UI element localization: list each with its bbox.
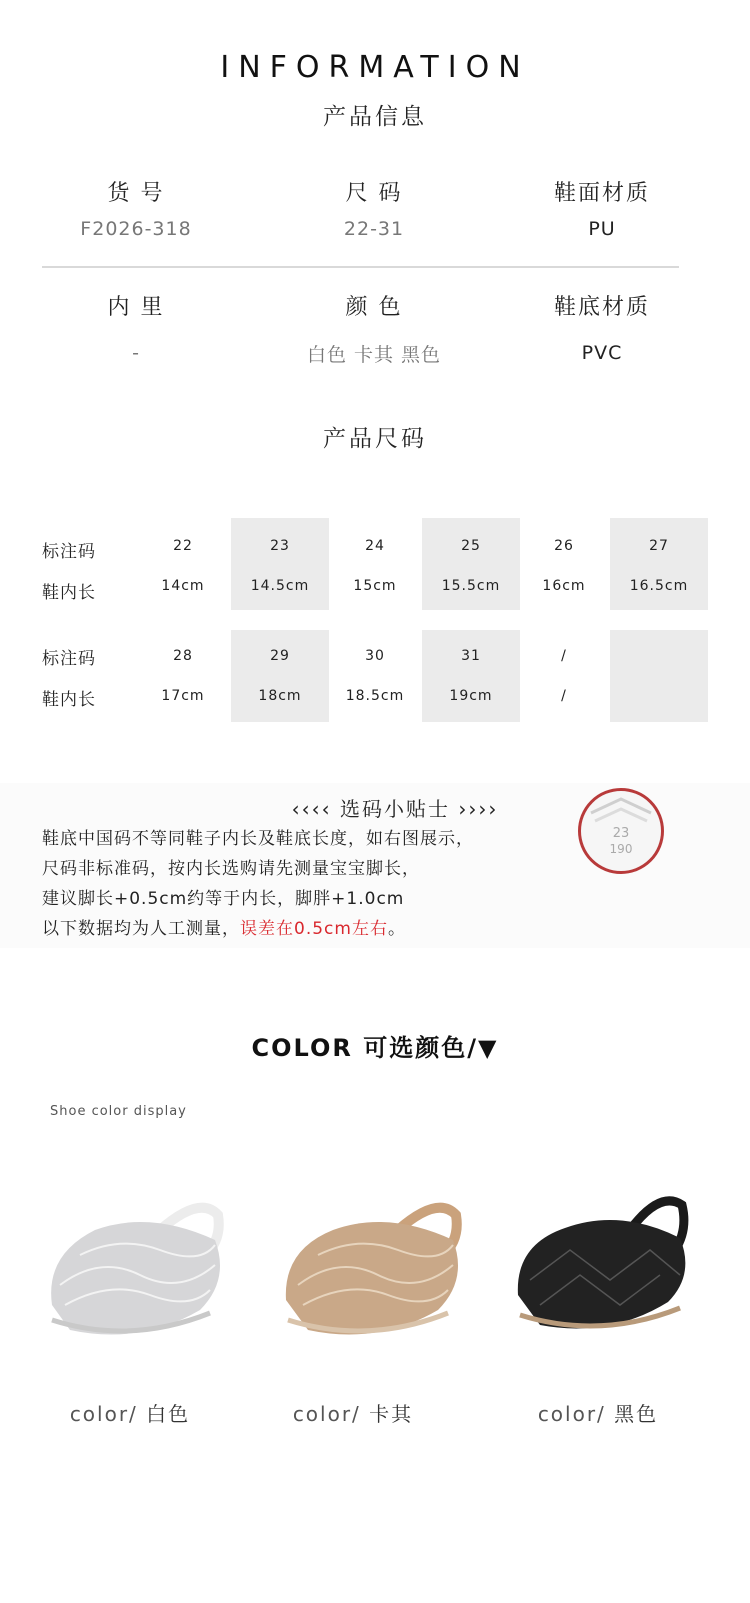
color-caption-white	[20, 1398, 240, 1427]
shoe-khaki-icon	[278, 1195, 468, 1345]
size-code-cell: 30	[365, 648, 385, 664]
color-heading: COLOR 可选颜色/▼	[251, 1034, 499, 1062]
size-row-label-length: 鞋内长	[42, 583, 96, 603]
tips-line-suffix: 。	[387, 919, 406, 939]
info-value-item-no: F2026-318	[80, 218, 192, 240]
size-tips-line: 建议脚长+0.5cm约等于内长，脚胖+1.0cm	[42, 889, 405, 909]
size-length-cell: /	[561, 688, 567, 704]
caption-color-name: 黑色	[614, 1402, 659, 1426]
size-code-cell: 22	[173, 538, 193, 554]
size-length-cell: 19cm	[449, 688, 493, 704]
size-code-cell: 27	[649, 538, 669, 554]
size-length-cell: 15.5cm	[441, 578, 501, 594]
info-value-sole-material: PVC	[581, 342, 623, 364]
shoe-white-icon	[40, 1195, 230, 1345]
size-code-cell: 26	[554, 538, 574, 554]
shoe-black-icon	[510, 1190, 700, 1340]
color-caption-black	[488, 1398, 708, 1427]
size-code-cell: 24	[365, 538, 385, 554]
tips-line-prefix: 以下数据均为人工测量，	[42, 919, 240, 939]
caption-color-name: 白色	[146, 1402, 191, 1426]
size-length-cell: 14.5cm	[250, 578, 310, 594]
info-value-upper-material: PU	[588, 218, 616, 240]
size-code-cell: 29	[270, 648, 290, 664]
size-tips-line: 鞋底中国码不等同鞋子内长及鞋底长度，如右图展示，	[42, 829, 474, 849]
info-value-size: 22-31	[343, 218, 405, 240]
size-tips-line: 尺码非标准码，按内长选购请先测量宝宝脚长，	[42, 859, 420, 879]
size-code-cell: 25	[461, 538, 481, 554]
size-section-title: 产品尺码	[323, 426, 427, 452]
size-length-cell: 15cm	[353, 578, 397, 594]
sole-size-badge-image	[578, 788, 664, 874]
caption-color-name: 卡其	[369, 1402, 414, 1426]
size-table-2	[0, 630, 750, 722]
info-label-size: 尺 码	[345, 181, 403, 206]
size-table-1	[0, 518, 750, 610]
size-column-shade	[422, 518, 520, 610]
size-code-cell: /	[561, 648, 567, 664]
size-row-label-code: 标注码	[42, 649, 96, 669]
info-label-lining: 内 里	[107, 295, 165, 320]
size-code-cell: 31	[461, 648, 481, 664]
info-label-upper-material: 鞋面材质	[553, 181, 650, 206]
caption-prefix: color/	[292, 1402, 361, 1426]
title-english: INFORMATION	[220, 50, 530, 85]
info-value-lining: -	[132, 342, 140, 364]
info-divider	[42, 266, 679, 268]
badge-length-number: 190	[609, 842, 633, 856]
size-length-cell: 18cm	[258, 688, 302, 704]
size-row-label-code: 标注码	[42, 542, 96, 562]
color-subheading: Shoe color display	[50, 1104, 187, 1119]
info-label-item-no: 货 号	[107, 181, 165, 206]
color-caption-khaki	[243, 1398, 463, 1427]
size-column-shade	[610, 630, 708, 722]
size-column-shade	[610, 518, 708, 610]
size-column-shade	[422, 630, 520, 722]
size-length-cell: 16.5cm	[629, 578, 689, 594]
info-label-sole-material: 鞋底材质	[553, 295, 650, 320]
size-length-cell: 14cm	[161, 578, 205, 594]
title-chinese: 产品信息	[323, 104, 427, 130]
shoe-image-white	[40, 1195, 230, 1345]
shoe-image-khaki	[278, 1195, 468, 1345]
shoe-sole-icon	[581, 791, 661, 871]
tips-error-margin: 误差在0.5cm左右	[240, 919, 388, 939]
size-tips-title: ‹‹‹‹ 选码小贴士 ››››	[291, 797, 499, 821]
size-code-cell: 23	[270, 538, 290, 554]
caption-prefix: color/	[537, 1402, 606, 1426]
shoe-image-black	[510, 1190, 700, 1340]
info-value-color: 白色 卡其 黑色	[306, 344, 442, 366]
size-length-cell: 18.5cm	[345, 688, 405, 704]
size-length-cell: 17cm	[161, 688, 205, 704]
size-tips-line	[42, 914, 406, 939]
badge-size-number: 23	[612, 826, 630, 841]
size-column-shade	[231, 630, 329, 722]
size-column-shade	[231, 518, 329, 610]
size-length-cell: 16cm	[542, 578, 586, 594]
caption-prefix: color/	[69, 1402, 138, 1426]
info-label-color: 颜 色	[345, 295, 403, 320]
size-row-label-length: 鞋内长	[42, 690, 96, 710]
size-code-cell: 28	[173, 648, 193, 664]
